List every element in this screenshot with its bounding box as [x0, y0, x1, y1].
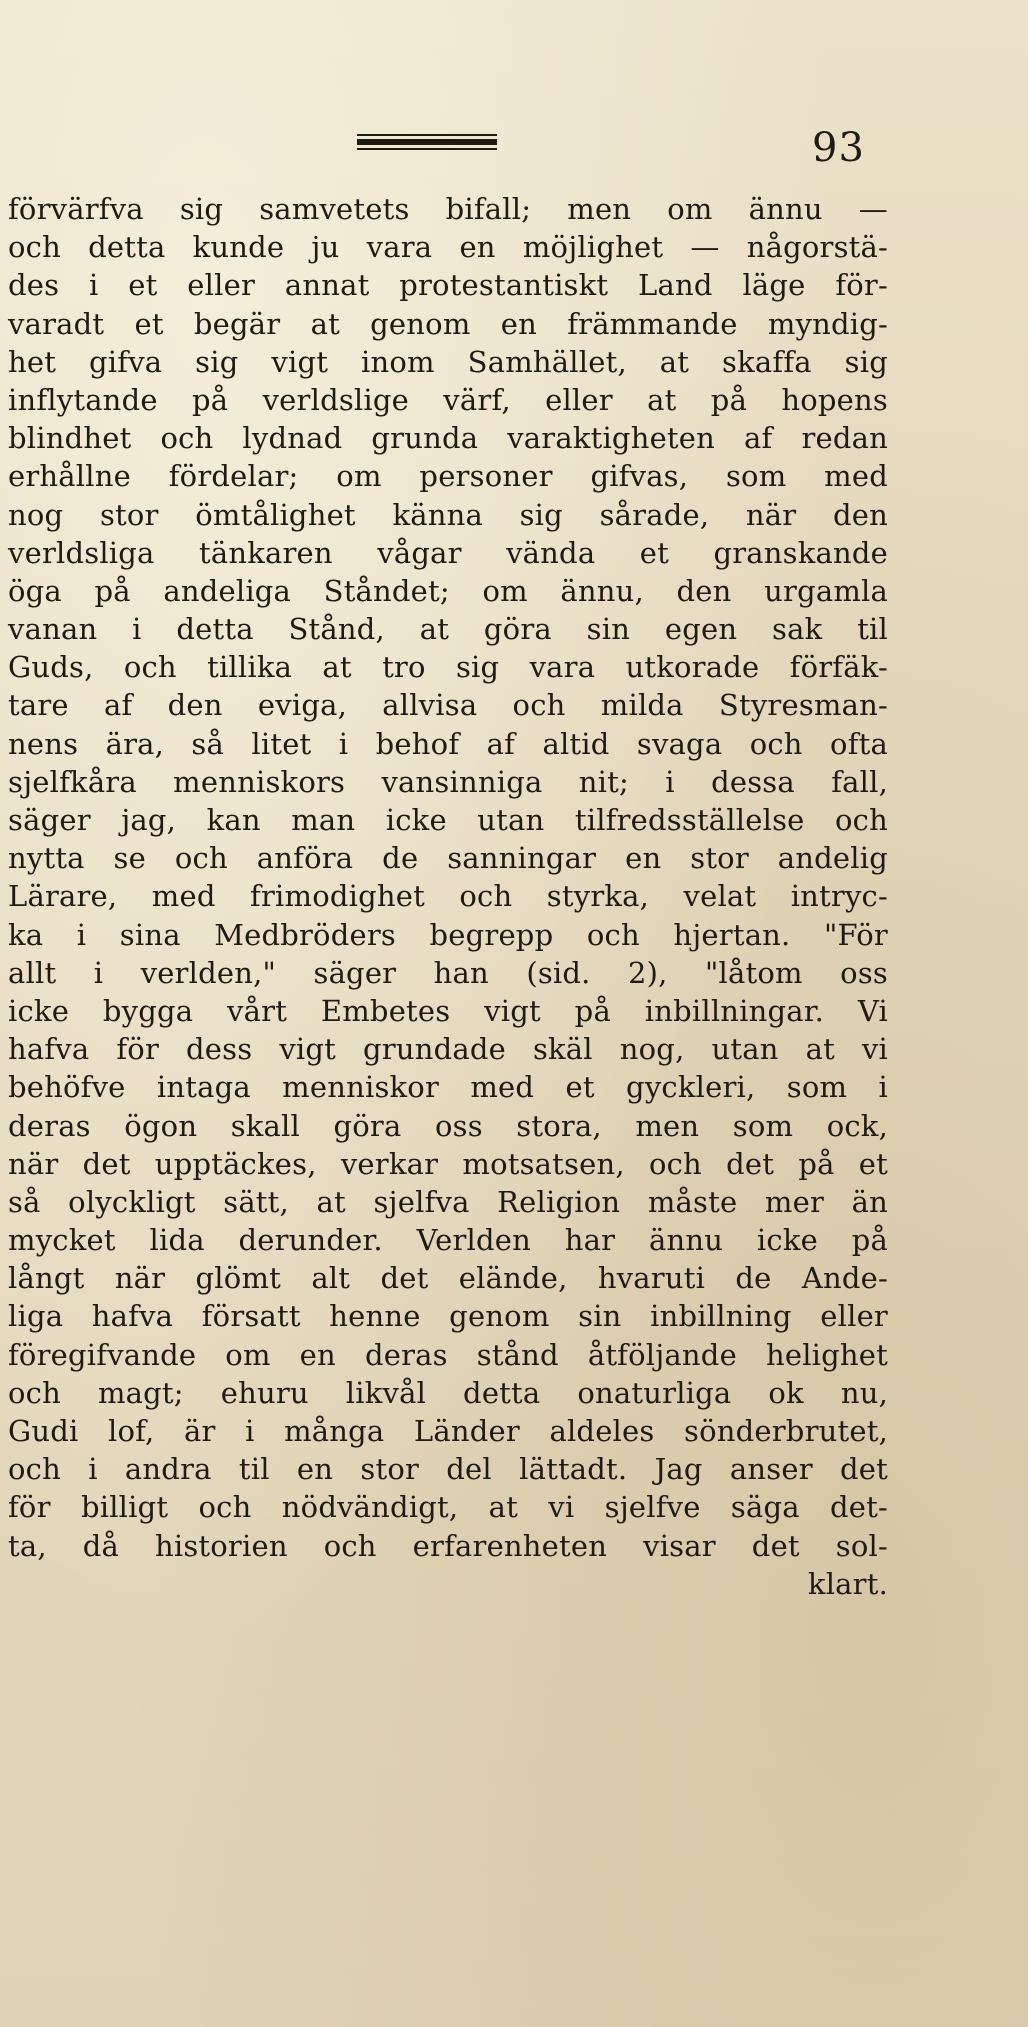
text-line: nytta se och anföra de sanningar en stor andelig	[8, 841, 888, 876]
text-line: liga hafva försatt henne genom sin inbillning eller	[8, 1299, 888, 1334]
text-line: och i andra til en stor del lättadt. Jag anser det	[8, 1452, 888, 1487]
text-line: så olyckligt sätt, at sjelfva Religion måste mer än	[8, 1184, 888, 1219]
page-header	[0, 118, 1028, 178]
text-line: nog stor ömtålighet känna sig sårade, när den	[8, 497, 888, 532]
text-line: varadt et begär at genom en främmande myndig-	[8, 306, 888, 341]
text-line: hafva för dess vigt grundade skäl nog, utan at vi	[8, 1032, 888, 1067]
text-line: blindhet och lydnad grunda varaktigheten af redan	[8, 421, 888, 456]
text-line: erhållne fördelar; om personer gifvas, som med	[8, 459, 888, 494]
text-line: när det upptäckes, verkar motsatsen, och det på et	[8, 1146, 888, 1181]
text-line: långt när glömt alt det elände, hvaruti de Ande-	[8, 1261, 888, 1296]
text-line: tare af den eviga, allvisa och milda Styresman-	[8, 688, 888, 723]
text-line: föregifvande om en deras stånd åtföljande helighet	[8, 1337, 888, 1372]
text-line: öga på andeliga Ståndet; om ännu, den urgamla	[8, 573, 888, 608]
text-line: inflytande på verldslige värf, eller at på hopens	[8, 382, 888, 417]
text-line: säger jag, kan man icke utan tilfredsställelse och	[8, 803, 888, 837]
text-line: sjelfkåra menniskors vansinniga nit; i dessa fall,	[8, 764, 888, 799]
text-line: ta, då historien och erfarenheten visar det sol-	[8, 1528, 888, 1563]
text-line: förvärfva sig samvetets bifall; men om ännu —	[8, 192, 888, 226]
text-line: nens ära, så litet i behof af altid svaga och ofta	[8, 726, 888, 761]
text-line: Gudi lof, är i många Länder aldeles sönderbrutet,	[8, 1414, 888, 1448]
text-line: ka i sina Medbröders begrepp och hjertan. "För	[8, 917, 888, 952]
text-line: icke bygga vårt Embetes vigt på inbillningar. Vi	[8, 993, 888, 1028]
text-line: för billigt och nödvändigt, at vi sjelfve säga det-	[8, 1490, 888, 1525]
text-line: och detta kunde ju vara en möjlighet — någorstä-	[8, 230, 888, 265]
text-line: behöfve intaga menniskor med et gyckleri, som i	[8, 1070, 888, 1105]
text-line: och magt; ehuru likvål detta onaturliga ok nu,	[8, 1375, 888, 1410]
text-line: deras ögon skall göra oss stora, men som ock,	[8, 1108, 888, 1143]
body-text	[8, 190, 888, 1603]
text-line: verldsliga tänkaren vågar vända et granskande	[8, 535, 888, 570]
text-line: Lärare, med frimodighet och styrka, velat intryc-	[8, 879, 888, 914]
text-line: des i et eller annat protestantiskt Land läge för-	[8, 268, 888, 303]
text-line: het gifva sig vigt inom Samhället, at skaffa sig	[8, 344, 888, 379]
page-number: 93	[812, 125, 865, 171]
text-line: allt i verlden," säger han (sid. 2), "låtom oss	[8, 955, 888, 990]
text-line: Guds, och tillika at tro sig vara utkorade förfäk-	[8, 650, 888, 685]
text-line: mycket lida derunder. Verlden har ännu icke på	[8, 1223, 888, 1258]
ornamental-rule	[357, 134, 497, 156]
text-line-catchword: klart.	[807, 1566, 888, 1601]
text-line: vanan i detta Stånd, at göra sin egen sak til	[8, 612, 888, 647]
